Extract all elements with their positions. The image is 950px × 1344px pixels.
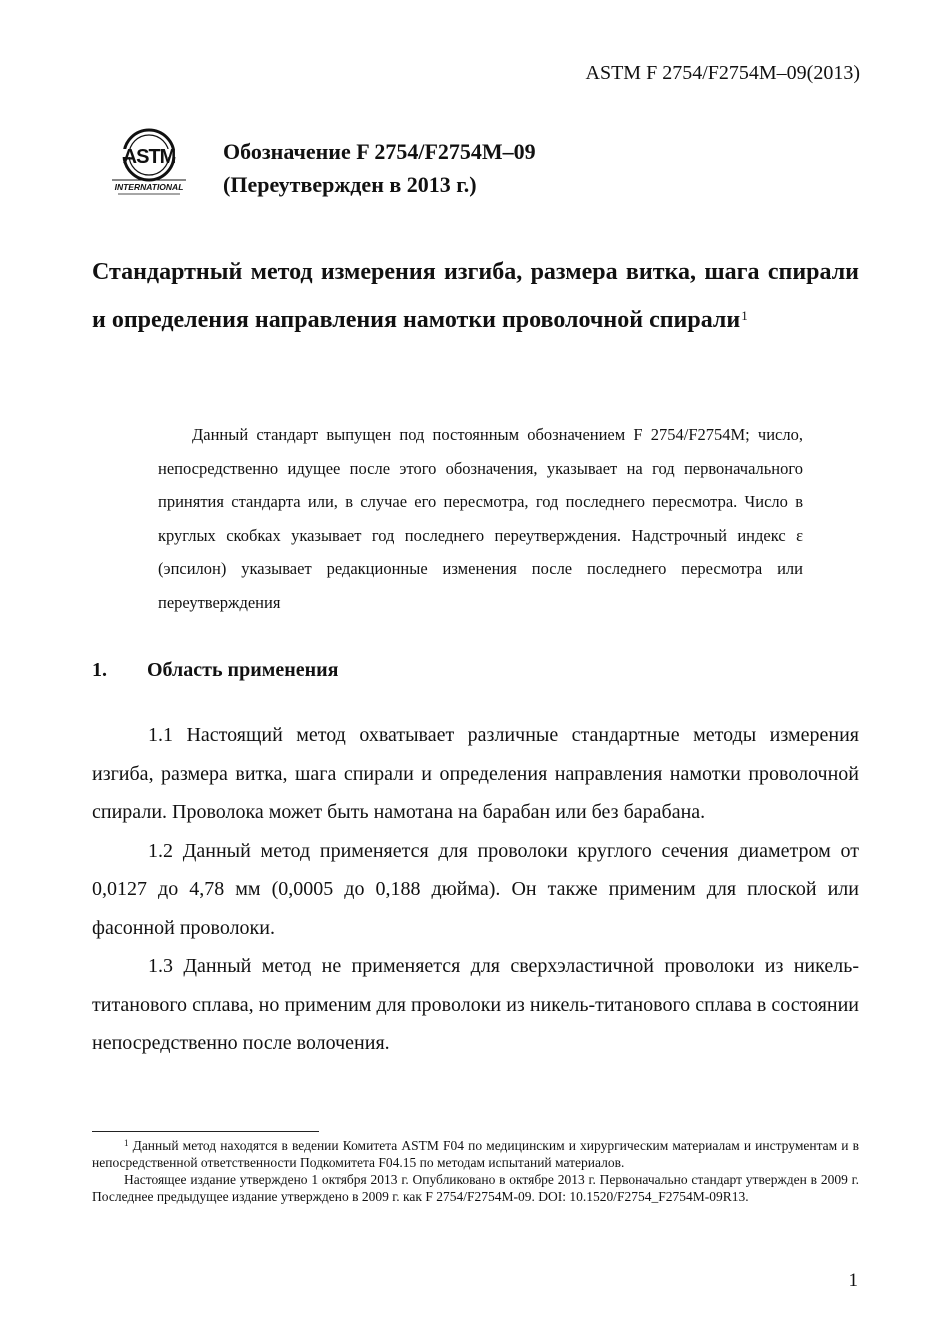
footnote-2: Настоящее издание утверждено 1 октября 2013 г. Опубликовано в октябре 2013 г. Первоначально стандарт утвержден в 2009 г. Последнее предыдущее издание утверждено в 2009 г. как F 2754/F2754M-09. DOI: 10.1520/F2754_F2754M-09R13. (92, 1172, 859, 1204)
section-body (92, 716, 859, 1063)
footnote-1 (92, 1137, 859, 1171)
footnote-divider (92, 1131, 319, 1132)
page-number: 1 (848, 1270, 858, 1291)
reapproval-line: (Переутвержден в 2013 г.) (223, 172, 477, 197)
title-text: Стандартный метод измерения изгиба, размера витка, шага спирали и определения направления намотки проволочной спирали (92, 259, 859, 333)
footnote-1-text: Данный метод находятся в ведении Комитета ASTM F04 по медицинским и хирургическим материалам и инструментам и в непосредственной ответственности Подкомитета F04.15 по методам испытаний материалов. (92, 1138, 859, 1170)
section-title: Область применения (147, 659, 339, 681)
paragraph-1-1: 1.1 Настоящий метод охватывает различные стандартные методы измерения изгиба, размера витка, шага спирали и определения направления намотки проволочной спирали. Проволока может быть намотана на барабан или без барабана. (92, 724, 859, 823)
svg-text:ASTM: ASTM (122, 146, 176, 168)
title-footnote-mark: 1 (741, 308, 748, 323)
designation-notice (158, 418, 803, 619)
paragraph-1-3: 1.3 Данный метод не применяется для сверхэластичной проволоки из никель-титанового сплава, но применим для проволоки из никель-титанового сплава в состоянии непосредственно после волочения. (92, 955, 859, 1054)
designation-block (223, 135, 536, 201)
document-title (92, 248, 859, 344)
notice-paragraph: Данный стандарт выпущен под постоянным обозначением F 2754/F2754M; число, непосредственно идущее после этого обозначения, указывает на год первоначального принятия стандарта или, в случае его пересмотра, год последнего пересмотра. Число в круглых скобках указывает год последнего переутверждения. Надстрочный индекс ε (эпсилон) указывает редакционные изменения после последнего пересмотра или переутверждения (158, 425, 803, 612)
astm-logo (108, 127, 190, 197)
astm-logo-icon (108, 127, 190, 197)
standard-code-header: ASTM F 2754/F2754M–09(2013) (585, 62, 860, 84)
section-number: 1. (92, 659, 107, 681)
logo-wordmark: INTERNATIONAL (114, 182, 184, 192)
footnote-mark: 1 (124, 1138, 129, 1148)
paragraph-1-2: 1.2 Данный метод применяется для проволоки круглого сечения диаметром от 0,0127 до 4,78 мм (0,0005 до 0,188 дюйма). Он также применим для плоской или фасонной проволоки. (92, 839, 859, 939)
section-heading (92, 659, 339, 682)
designation-line: Обозначение F 2754/F2754M–09 (223, 139, 536, 164)
footnotes (92, 1137, 859, 1205)
